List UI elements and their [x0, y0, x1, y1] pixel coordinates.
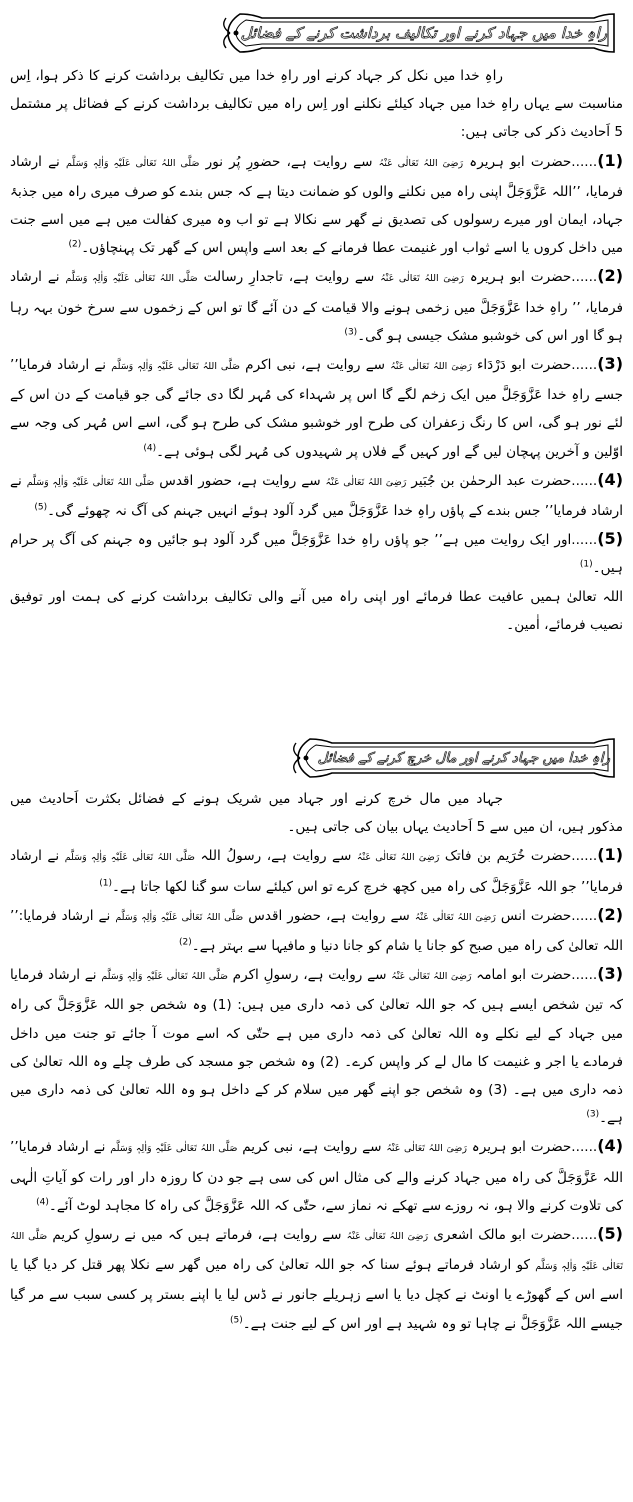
- hadith-5: [10, 1220, 623, 1338]
- footnote-ref[interactable]: (3): [344, 327, 358, 338]
- intro-paragraph: راہِ خدا میں نکل کر جہاد کرنے اور راہِ خدا میں تکالیف برداشت کرنے کا ذکر ہوا، اِس مناسبت سے یہاں راہِ خدا میں جہاد کیلئے نکلنے اور اِس راہ میں تکالیف برداشت کرنے کے فضائل پر مشتمل 5 اَحادیث ذکر کی جاتی ہیں:: [10, 68, 623, 141]
- hadith-text: جو اللہ تعالیٰ کی راہ میں گھر سے نکلا پھر قتل کر دیا گیا یا اسے اس کے گھوڑے یا اونٹ نے کچل دیا یا اسے زہریلے جانور نے ڈس لیا یا اپنے بستر پر کسی سبب سے مر گیا جیسے اللہ عَزَّوَجَلَّ نے چاہا تو وہ شہید ہے اور اس کے لیے جنت ہے۔: [10, 1257, 623, 1332]
- hadith-text: تعالیٰ کی راہ میں صبح کو جانا یا شام کو جانا دنیا و مافیہا سے بہتر ہے۔: [191, 938, 603, 955]
- hadith-number: (4): [597, 469, 623, 489]
- section-title: راہِ خدا میں جہاد کرنے اور تکالیف برداشت کرنے کے فضائل: [240, 24, 607, 42]
- hadith-chain: سے روایت ہے، نبی اکرم: [239, 357, 391, 374]
- salawat: صَلَّی اللہُ تَعَالٰی عَلَیْہِ وَاٰلِہٖ وَسَلَّم: [26, 476, 155, 488]
- hadith-4: [10, 466, 623, 525]
- hadith-narrator: ......حضرت ابو دَرْدَاء: [471, 357, 598, 374]
- hadith-narrator: ......حضرت ابو ہریرہ: [463, 153, 598, 170]
- hadith-said: نے ارشاد: [10, 848, 65, 865]
- hadith-narrator: ......حضرت انس: [495, 907, 598, 924]
- salawat: صَلَّی اللہُ تَعَالٰی عَلَیْہِ وَاٰلِہٖ وَسَلَّم: [111, 361, 240, 373]
- footnote-ref[interactable]: (2): [68, 239, 82, 250]
- hadith-2: [10, 262, 623, 350]
- footnote-ref[interactable]: (3): [586, 1109, 600, 1120]
- hadith-text: فرمایا’’ جو اللہ عَزَّوَجَلَّ کی راہ میں کچھ خرچ کرے تو اس کیلئے سات سو گنا لکھا جاتا ہے۔: [112, 878, 623, 895]
- hadith-number: (1): [597, 150, 623, 170]
- footnote-ref[interactable]: (2): [178, 937, 192, 948]
- hadith-chain: سے روایت ہے، فرماتے ہیں کہ میں نے رسولِ کریم: [47, 1227, 347, 1244]
- footnote-ref[interactable]: (1): [99, 878, 113, 889]
- hadith-narrator: ......حضرت ابو مالک اشعری: [428, 1227, 598, 1244]
- section-heading-banner: [292, 735, 627, 781]
- hadith-number: (2): [597, 266, 623, 286]
- honorific: رَضِیَ اللہُ تَعَالٰی عَنْہُ: [386, 1143, 467, 1155]
- section-heading-banner: [222, 10, 627, 56]
- hadith-said: نے ارشاد فرمایا’’ جسے: [10, 357, 623, 404]
- hadith-chain: سے روایت ہے، حضورِ پُر نور: [199, 153, 379, 170]
- hadith-1: [10, 841, 623, 900]
- hadith-chain: سے روایت ہے، رسولِ اکرم: [227, 967, 392, 984]
- section-title: راہِ خدا میں جہاد کرنے اور مال خرچ کرنے کے فضائل: [317, 750, 610, 766]
- hadith-chain: سے روایت ہے، حضور اقدس: [243, 907, 415, 924]
- honorific: رَضِیَ اللہُ تَعَالٰی عَنْہُ: [325, 476, 407, 488]
- hadith-said: نے ارشاد فرمایا’’ اللہ: [10, 1139, 623, 1186]
- honorific: رَضِیَ اللہُ تَعَالٰی عَنْہُ: [378, 157, 464, 169]
- hadith-3: [10, 350, 623, 466]
- hadith-chain: سے روایت ہے، نبی کریم: [237, 1139, 387, 1156]
- hadith-chain: سے روایت ہے، رسولُ اللہ: [194, 848, 357, 865]
- hadith-number: (4): [597, 1136, 623, 1156]
- salawat: صَلَّی اللہُ تَعَالٰی عَلَیْہِ وَاٰلِہٖ وَسَلَّم: [10, 1231, 624, 1273]
- hadith-narrator: ......حضرت خُرَیم بن فاتک: [439, 848, 598, 865]
- footnote-ref[interactable]: (4): [143, 443, 157, 454]
- hadith-number: (2): [597, 904, 623, 924]
- hadith-text: عَزَّوَجَلَّ کی راہ میں جہاد کرنے والے کی مثال اس کی سی ہے جو دن کا روزہ دار اور رات کو آیاتِ الٰہی کی تلاوت کرنے والا ہو، نہ روزے سے تھکے نہ نماز سے، حتّٰی کہ اللہ عَزَّوَجَلَّ کی راہ کا مجاہد لوٹ آئے۔: [10, 1169, 623, 1214]
- hadith-text: ’’اللہ عَزَّوَجَلَّ اپنی راہ میں نکلنے والوں کو ضمانت دیتا ہے کہ جس بندے کو صرف میری راہ میں جذبۂ جہاد، ایمان اور میرے رسولوں کی تصدیق نے گھر سے نکالا ہے تو اب وہ میری کفالت میں ہے میں اسے جنت میں داخل کروں یا اسے ثواب اور غنیمت عطا فرمانے کے بعد اسے واپس اس کے گھر تک پہنچاؤں۔: [10, 183, 623, 257]
- intro-paragraph: جہاد میں مال خرچ کرنے اور جہاد میں شریک ہونے کے فضائل بکثرت اَحادیث میں مذکور ہیں، ان میں سے 5 اَحادیث یہاں بیان کی جاتی ہیں۔: [10, 791, 623, 836]
- hadith-3: [10, 960, 623, 1132]
- hadith-text: تین شخص ایسے ہیں کہ جو اللہ تعالیٰ کی ذمہ داری میں ہیں: (1) وہ شخص جو اللہ عَزَّوَجَلَّ کی راہ میں جہاد کے لیے نکلے وہ اللہ تعالیٰ کی ذمہ داری میں ہے حتّٰی کہ اسے موت آ جائے تو جنت میں داخل فرمادے یا اجر و غنیمت کا مال لے کر واپس کرے۔ (2) وہ شخص جو مسجد کی طرف چلے وہ اللہ تعالیٰ کی ذمہ داری میں ہے۔ (3) وہ شخص جو اپنے گھر میں سلام کر کے داخل ہو وہ اللہ تعالیٰ کی ذمہ داری میں ہے۔: [10, 997, 623, 1127]
- hadith-said: نے ارشاد فرمایا،: [10, 153, 623, 200]
- salawat: صَلَّی اللہُ تَعَالٰی عَلَیْہِ وَاٰلِہٖ وَسَلَّم: [115, 911, 244, 923]
- hadith-chain: سے روایت ہے، تاجدارِ رسالت: [197, 269, 381, 286]
- hadith-said: نے ارشاد فرمایا:’’ اللہ: [10, 907, 623, 955]
- hadith-text: فرمایا’’ جس بندے کے پاؤں راہِ خدا عَزَّوَجَلَّ میں گرد آلود ہوئے انہیں جہنم کی آگ نہ چھوئے گی۔: [47, 503, 592, 520]
- section-body: [10, 785, 623, 1338]
- hadith-number: (5): [597, 529, 623, 549]
- footnote-ref[interactable]: (5): [34, 502, 48, 513]
- footnote-ref[interactable]: (1): [579, 559, 593, 570]
- hadith-number: (3): [597, 964, 623, 984]
- hadith-narrator: ......اور ایک روایت میں ہے’’ جو پاؤں راہِ خدا عَزَّوَجَلَّ میں گرد آلود ہو جائیں وہ جہنم کی آگ پر حرام ہیں۔: [10, 532, 623, 577]
- hadith-1: [10, 147, 623, 263]
- hadith-text: راہِ خدا عَزَّوَجَلَّ میں ایک زخم لگے گا اس پر شہداء کی مُہر لگا دی جائے گی جو قیامت کے دن اس کے لئے نور ہو گی، اس کا رنگ زعفران کی طرح اور خوشبو مشک کی طرح ہو گی، اسے اس مُہر کی وجہ سے اوّلین و آخرین پہچان لیں گے اور کہیں گے فلاں پر شہیدوں کی مُہر لگی ہوئی ہے۔: [10, 387, 623, 460]
- honorific: رَضِیَ اللہُ تَعَالٰی عَنْہُ: [356, 852, 440, 864]
- footnote-ref[interactable]: (5): [229, 1315, 243, 1326]
- hadith-said: نے ارشاد فرمایا کہ: [10, 967, 623, 1014]
- honorific: رَضِیَ اللہُ تَعَالٰی عَنْہُ: [346, 1231, 429, 1243]
- hadith-5: [10, 525, 623, 582]
- hadith-narrator: ......حضرت ابو امامہ: [471, 967, 598, 984]
- hadith-number: (3): [597, 354, 623, 374]
- section-body: [10, 62, 623, 639]
- honorific: رَضِیَ اللہُ تَعَالٰی عَنْہُ: [390, 361, 472, 373]
- hadith-chain: سے روایت ہے، حضور اقدس: [154, 472, 326, 489]
- salawat: صَلَّی اللہُ تَعَالٰی عَلَیْہِ وَاٰلِہٖ وَسَلَّم: [65, 273, 198, 285]
- salawat: صَلَّی اللہُ تَعَالٰی عَلَیْہِ وَاٰلِہٖ وَسَلَّم: [101, 971, 228, 983]
- salawat: صَلَّی اللہُ تَعَالٰی عَلَیْہِ وَاٰلِہٖ وَسَلَّم: [65, 157, 200, 169]
- hadith-narrator: ......حضرت ابو ہریرہ: [463, 269, 598, 286]
- hadith-2: [10, 901, 623, 960]
- hadith-4: [10, 1132, 623, 1220]
- hadith-number: (1): [597, 845, 623, 865]
- closing-dua: اللہ تعالیٰ ہمیں عافیت عطا فرمائے اور اپنی راہ میں آنے والی تکالیف برداشت کرنے کی ہمت اور توفیق نصیب فرمائے، اٰمین۔: [10, 588, 623, 633]
- hadith-said: کو ارشاد فرماتے ہوئے سنا کہ: [360, 1257, 536, 1274]
- honorific: رَضِیَ اللہُ تَعَالٰی عَنْہُ: [380, 273, 464, 285]
- hadith-said: نے ارشاد: [10, 472, 623, 520]
- honorific: رَضِیَ اللہُ تَعَالٰی عَنْہُ: [414, 911, 496, 923]
- salawat: صَلَّی اللہُ تَعَالٰی عَلَیْہِ وَاٰلِہٖ وَسَلَّم: [110, 1143, 238, 1155]
- hadith-narrator: ......حضرت ابو ہریرہ: [466, 1139, 598, 1156]
- footnote-ref[interactable]: (4): [36, 1197, 49, 1208]
- hadith-narrator: ......حضرت عبد الرحمٰن بن جُبَیر: [406, 472, 598, 489]
- hadith-said: نے ارشاد فرمایا،: [10, 269, 623, 316]
- hadith-number: (5): [597, 1224, 623, 1244]
- hadith-text: ’’ راہِ خدا عَزَّوَجَلَّ میں زخمی ہونے والا قیامت کے دن آئے گا تو اس کے زخموں سے سرخ خون بہہ رہا ہو گا اور اس کی خوشبو مشک جیسی ہو گی۔: [10, 299, 623, 344]
- salawat: صَلَّی اللہُ تَعَالٰی عَلَیْہِ وَاٰلِہٖ وَسَلَّم: [64, 852, 195, 864]
- honorific: رَضِیَ اللہُ تَعَالٰی عَنْہُ: [391, 971, 472, 983]
